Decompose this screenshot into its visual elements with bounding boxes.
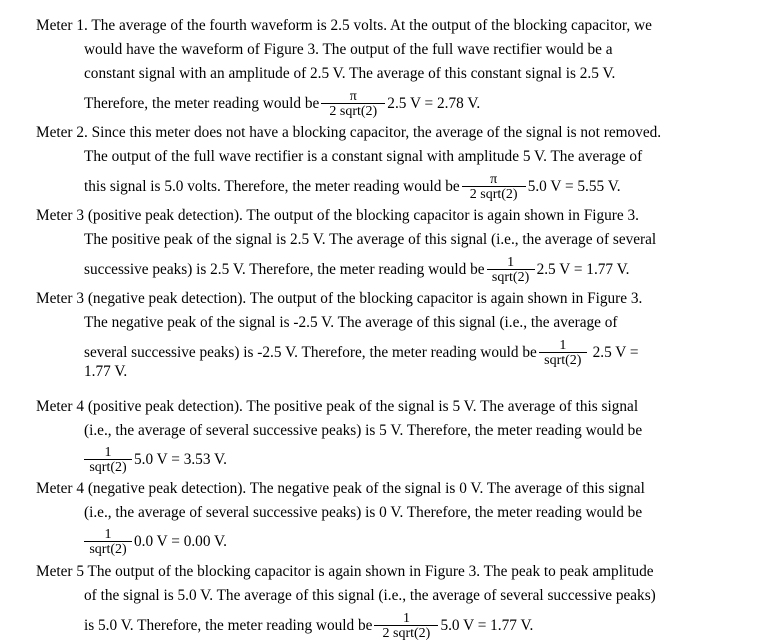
- text-line: (i.e., the average of several successive peaks) is 0 V. Therefore, the meter reading would be: [84, 504, 643, 521]
- fraction: [84, 446, 132, 475]
- formula-result: 5.0 V = 3.53 V.: [134, 451, 227, 469]
- formula-line: [84, 611, 534, 641]
- fraction-denominator: 2 sqrt(2): [469, 187, 518, 202]
- formula-line: [84, 527, 227, 557]
- text-line: would have the waveform of Figure 3. The output of the full wave rectifier would be a: [84, 41, 613, 58]
- fraction: [539, 339, 587, 368]
- formula-result: 2.5 V = 1.77 V.: [536, 261, 630, 279]
- text-line: The negative peak of the signal is -2.5 V. The average of this signal (i.e., the average of: [84, 314, 618, 331]
- text-line: several successive peaks) is -2.5 V. Therefore, the meter reading would be: [84, 344, 537, 362]
- text-line: this signal is 5.0 volts. Therefore, the meter reading would be: [84, 178, 460, 196]
- fraction: [321, 90, 385, 119]
- text-line: Meter 1. The average of the fourth waveform is 2.5 volts. At the output of the blocking capacitor, we: [36, 17, 652, 34]
- text-line: Meter 4 (negative peak detection). The negative peak of the signal is 0 V. The average of this signal: [36, 480, 645, 497]
- fraction-numerator: π: [462, 173, 526, 187]
- fraction: [84, 528, 132, 557]
- formula-result: 2.5 V = 2.78 V.: [387, 95, 481, 113]
- formula-result: 5.0 V = 5.55 V.: [527, 178, 621, 196]
- fraction-denominator: sqrt(2): [89, 460, 127, 475]
- text-line: Therefore, the meter reading would be: [84, 95, 320, 113]
- fraction-numerator: 1: [539, 339, 587, 353]
- formula-line: [84, 172, 621, 202]
- text-line: Meter 2. Since this meter does not have a blocking capacitor, the average of the signal is not removed.: [36, 124, 662, 141]
- fraction-denominator: 2 sqrt(2): [382, 626, 431, 641]
- fraction-numerator: π: [321, 90, 385, 104]
- formula-line: [84, 255, 630, 285]
- fraction-denominator: 2 sqrt(2): [329, 104, 378, 119]
- text-line: Meter 3 (positive peak detection). The output of the blocking capacitor is again shown in Figure 3.: [36, 207, 639, 224]
- fraction: [487, 256, 535, 285]
- formula-line: [84, 89, 481, 119]
- fraction-numerator: 1: [374, 612, 438, 626]
- text-line: The positive peak of the signal is 2.5 V. The average of this signal (i.e., the average of several: [84, 231, 657, 248]
- fraction-denominator: sqrt(2): [544, 353, 582, 368]
- text-line: Meter 5 The output of the blocking capacitor is again shown in Figure 3. The peak to peak amplitude: [36, 563, 654, 580]
- formula-result: 2.5 V =: [588, 344, 639, 362]
- fraction-denominator: sqrt(2): [89, 542, 127, 557]
- formula-result: 5.0 V = 1.77 V.: [440, 617, 534, 635]
- text-line: is 5.0 V. Therefore, the meter reading would be: [84, 617, 373, 635]
- fraction-denominator: sqrt(2): [491, 270, 530, 285]
- text-line: The output of the full wave rectifier is a constant signal with amplitude 5 V. The average of: [84, 148, 643, 165]
- fraction: [374, 612, 438, 641]
- text-line: 1.77 V.: [84, 363, 128, 380]
- text-line: Meter 3 (negative peak detection). The output of the blocking capacitor is again shown in Figure 3.: [36, 290, 643, 307]
- formula-line: [84, 338, 639, 368]
- fraction: [462, 173, 526, 202]
- text-line: successive peaks) is 2.5 V. Therefore, the meter reading would be: [84, 261, 485, 279]
- fraction-numerator: 1: [84, 528, 132, 542]
- fraction-numerator: 1: [84, 446, 132, 460]
- fraction-numerator: 1: [487, 256, 535, 270]
- text-line: constant signal with an amplitude of 2.5 V. The average of this constant signal is 2.5 V.: [84, 65, 616, 82]
- text-line: (i.e., the average of several successive peaks) is 5 V. Therefore, the meter reading would be: [84, 422, 643, 439]
- text-line: of the signal is 5.0 V. The average of this signal (i.e., the average of several successive peaks): [84, 587, 656, 604]
- text-line: Meter 4 (positive peak detection). The positive peak of the signal is 5 V. The average of this signal: [36, 398, 639, 415]
- formula-result: 0.0 V = 0.00 V.: [134, 533, 227, 551]
- formula-line: [84, 445, 227, 475]
